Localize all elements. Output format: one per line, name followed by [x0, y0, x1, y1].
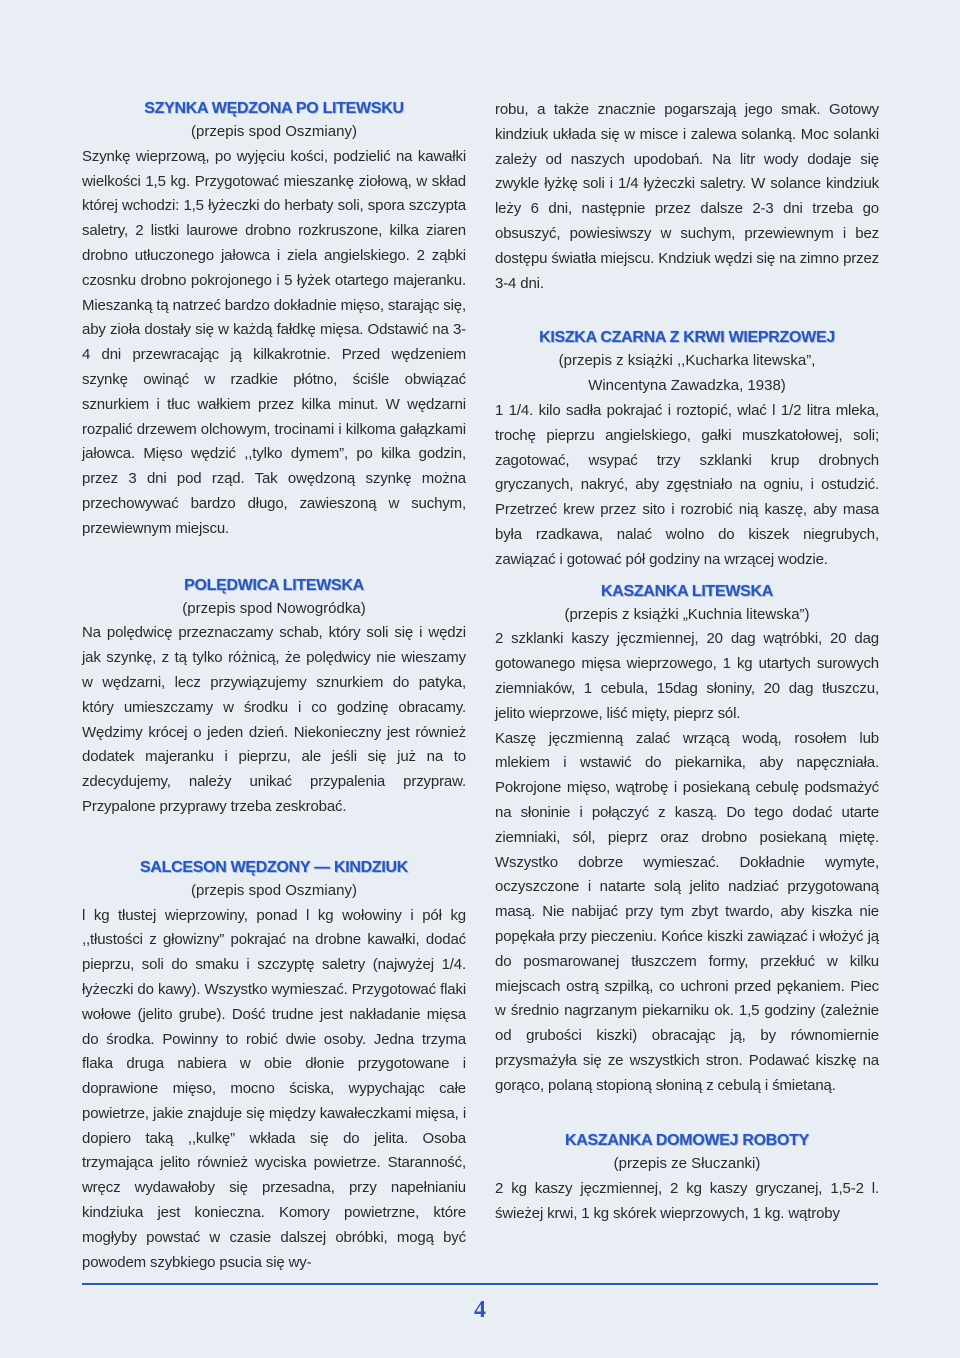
- recipe-source: (przepis z książki ,,Kucharka litewska”,: [558, 352, 816, 370]
- recipe-title: KASZANKA DOMOWEJ ROBOTY: [564, 1132, 810, 1150]
- recipe-szynka: [82, 98, 466, 542]
- recipe-text: Szynkę wieprzową, po wyjęciu kości, podzielić na kawałki wielkości 1,5 kg. Przygotować mieszankę ziołową, w skład której wchodzi: 1,5 łyżeczki do herbaty soli, spora szczypta saletry, 2 listki laurowe drobno rozkruszone, kilka ziaren drobno utłuczonego jałowca i ziela angielskiego. 2 ząbki czosnku drobno pokrojonego i 5 łyżek otartego majeranku. Mieszanką tą natrzeć bardzo dokładnie mięso, starając się, aby zioła dostały się w każdą fałdkę mięsa. Odstawić na 3-4 dni przewracając ją kilkakrotnie. Przed wędzeniem szynkę owinąć w rzadkie płótno, ściśle obwiązać sznurkiem i tłuc wałkiem przez kilka minut. W wędzarni rozpalić drzewem olchowym, trocinami i kilkoma gałązkami jałowca. Mięso wędzić ,,tylko dymem”, po kilka godzin, przez 3 dni pod rząd. Tak owędzoną szynkę można przechowywać bardzo długo, zawieszoną w suchym, przewiewnym miejscu.: [82, 147, 466, 537]
- recipe-text: robu, a także znacznie pogarszają jego smak. Gotowy kindziuk układa się w misce i zalewa solanką. Moc solanki zależy od naszych upodobań. Na litr wody dodaje się zwykle łyżkę soli i 1/4 łyżeczki saletry. W solance kindziuk leży 6 dni, następnie przez dalsze 2-3 dni trzeba go obsuszyć, powiesiwszy w suchym, przewiewnym i bez dostępu światła miejscu. Kndziuk wędzi się na zimno przez 3-4 dni.: [495, 101, 879, 292]
- left-column: [82, 98, 466, 1275]
- recipe-text: Kaszę jęczmienną zalać wrzącą wodą, rosołem lub mlekiem i wstawić do piekarnika, aby napęczniała. Pokrojone mięso, wątrobę i posiekaną cebulę podsmażyć na słoninie i połączyć z kaszą. Do tego dodać utarte ziemniaki, sól, pieprz oraz drobno posiekaną miętę. Wszystko dobrze wymieszać. Dokładnie wymyte, oczyszczone i natarte solą jelito nadziać przygotowaną masą. Nie nabijać przy tym zbyt twardo, aby kiszka nie popękała przy pieczeniu. Końce kiszki zawiązać i włożyć ją do posmarowanej tłuszczem formy, przekłuć w kilku miejscach ostrą szpilką, co uchroni przed pękaniem. Piec w średnio nagrzanym piekarniku ok. 1,5 godziny (zależnie od grubości kiszki) obracając ją, by równomiernie przysmażyła się ze wszystkich stron. Podawać kiszkę na gorąco, polaną stopioną słoniną z cebulą i śmietaną.: [495, 729, 879, 1094]
- recipe-text: 1 1/4. kilo sadła pokrajać i roztopić, wlać l 1/2 litra mleka, trochę pieprzu angielskiego, gałki muszkatołowej, soli; zagotować, wsypać trzy szklanki krup drobnych gryczanych, nakryć, aby zgęstniało na ogniu, i ostudzić. Przetrzeć krew przez sito i rozrobić nią kaszę, aby masa była rzadkawa, nalać wolno do kiszek niegrubych, zawiązać i gotować pół godziny na wrzącej wodzie.: [495, 401, 879, 568]
- recipe-kaszanka-domowa: [495, 1130, 879, 1226]
- recipe-source: (przepis z książki „Kuchnia litewska”): [564, 605, 810, 623]
- recipe-title: KISZKA CZARNA Z KRWI WIEPRZOWEJ: [539, 329, 835, 347]
- right-column: [495, 98, 879, 1227]
- recipe-title: SALCESON WĘDZONY — KINDZIUK: [139, 858, 409, 876]
- recipe-salceson-continued: [495, 98, 879, 296]
- recipe-kaszanka: [495, 581, 879, 1099]
- recipe-title: KASZANKA LITEWSKA: [600, 582, 774, 600]
- recipe-text: l kg tłustej wieprzowiny, ponad l kg wołowiny i pół kg ,,tłustości z głowizny” pokrajać na drobne kawałki, dodać pieprzu, soli do smaku i szczyptę saletry (najwyżej 1/4. łyżeczki do kawy). Wszystko wymieszać. Przygotować flaki wołowe (jelito grube). Dość trudne jest nakładanie mięsa do środka. Powinny to robić dwie osoby. Jedna trzyma flaka druga nabiera w obie dłonie przygotowane i doprawione mięso, mocno ściska, wypychając całe powietrze, jakie znajduje się między kawałeczkami mięsa, i dopiero taką ,,kulkę” wkłada się do jelita. Osoba trzymająca jelito również wyciska powietrze. Staranność, wręcz wydawałoby się przesadna, przy napełnianiu kindziuka jest konieczna. Komory powietrzne, które mogłyby powstać w czasie dalszej obróbki, mogą być powodem szybkiego psucia się wy-: [82, 906, 466, 1271]
- recipe-title: POLĘDWICA LITEWSKA: [184, 576, 364, 594]
- recipe-title: SZYNKA WĘDZONA PO LITEWSKU: [144, 100, 404, 117]
- recipe-source: (przepis ze Słuczanki): [613, 1155, 761, 1173]
- recipe-text: 2 kg kaszy jęczmiennej, 2 kg kaszy gryczanej, 1,5-2 l. świeżej krwi, 1 kg skórek wieprzowych, 1 kg. wątroby: [495, 1180, 879, 1223]
- recipe-source: (przepis spod Oszmiany): [191, 123, 357, 140]
- recipe-poledwica: [82, 575, 466, 820]
- recipe-kiszka: [495, 327, 879, 572]
- recipe-salceson: [82, 857, 466, 1276]
- recipe-source: (przepis spod Oszmiany): [191, 881, 357, 899]
- footer-divider: [82, 1283, 878, 1285]
- page-number: 4: [474, 1297, 486, 1323]
- recipe-text: Na polędwicę przeznaczamy schab, który soli się i wędzi jak szynkę, z tą tylko różnicą, że polędwicy nie wieszamy w wędzarni, lecz przywiązujemy sznurkiem do patyka, który umieszczamy w środku i co godzinę obracamy. Wędzimy krócej o jeden dzień. Niekonieczny jest również dodatek majeranku i pieprzu, ale jeśli się już na to zdecydujemy, należy unikać przypalenia przypraw. Przypalone przyprawy trzeba zeskrobać.: [82, 624, 466, 815]
- recipe-ingredients: 2 szklanki kaszy jęczmiennej, 20 dag wątróbki, 20 dag gotowanego mięsa wieprzowego, 1 kg utartych surowych ziemniaków, 1 cebula, 15dag słoniny, 20 dag tłuszczu, jelito wieprzowe, liść mięty, pieprz sól.: [495, 630, 879, 722]
- recipe-source: Wincentyna Zawadzka, 1938): [588, 377, 786, 395]
- recipe-source: (przepis spod Nowogródka): [182, 599, 366, 617]
